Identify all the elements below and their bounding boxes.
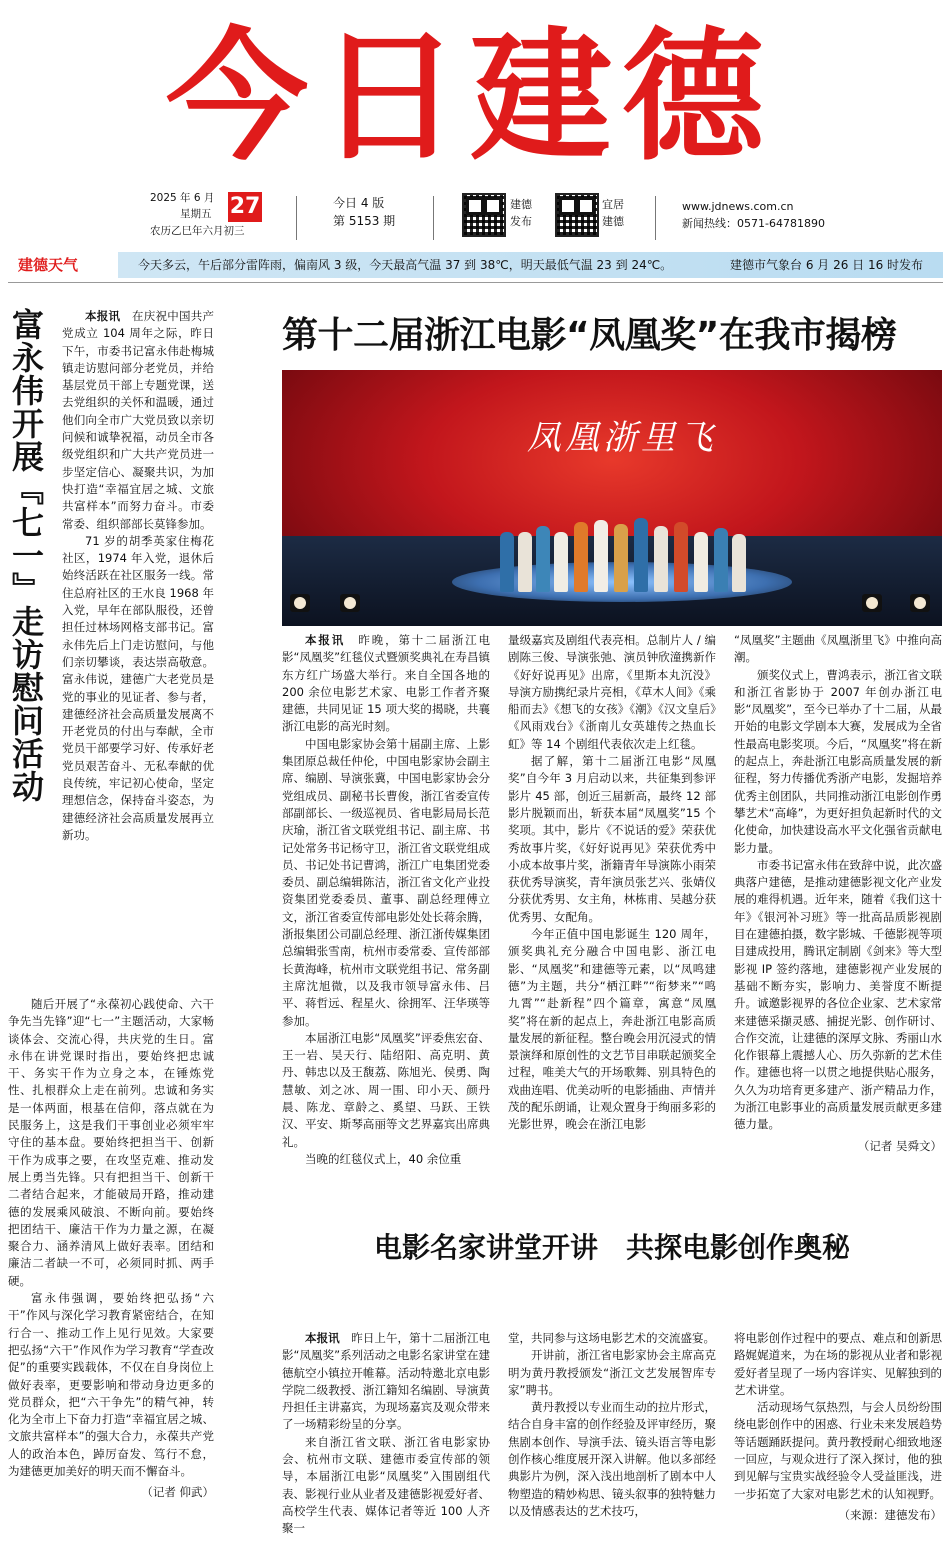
main-article-col3 — [734, 632, 942, 1155]
issue-number: 第 5153 期 — [333, 214, 396, 228]
left-article-headline: 富永伟开展『七一』走访慰问活动 — [7, 308, 45, 803]
paragraph: 随后开展了“永葆初心践使命、六干争先当先锋”迎“七一”主题活动，大家畅谈体会、交流心得，共庆党的生日。富永伟在讲党课时指出，要始终把忠诚干、务实干作为立身之本，在锤炼党性、扎根群众上走在前列。忠诚和务实是一体两面，根基在信仰，落点就在为民服务上，这是我们干事创业必须牢牢守住的基本盘。要始终把担当干、创新干作为成事之要，在攻坚克难、推动发展上勇当先锋。只有把担当干、创新干二者结合起来，才能破局开路，推动建德的发展乘风破浪、不断向前。要始终把团结干、廉洁干作为力量之源，在凝聚合力、涵养清风上做好表率。团结和廉洁二者缺一不可，必须同时抓、两手硬。 — [8, 997, 214, 1288]
weekday: 星期五 — [180, 208, 212, 220]
dancer-figure — [536, 526, 550, 592]
dancer-figure — [500, 532, 514, 592]
dancer-figure — [594, 520, 608, 592]
main-headline: 第十二届浙江电影“凤凰奖”在我市揭榜 — [282, 315, 897, 356]
dancer-figure — [732, 534, 746, 592]
divider — [433, 196, 434, 240]
qr-label-yiju-jiande: 宜居 建德 — [602, 198, 624, 228]
day-badge: 27 — [228, 192, 262, 222]
second-article-col2 — [508, 1330, 716, 1520]
byline: 本报讯 — [85, 309, 121, 323]
qr-code-icon[interactable] — [555, 193, 599, 237]
main-article-col2 — [508, 632, 716, 1134]
paragraph: 今年正值中国电影诞生 120 周年，颁奖典礼充分融合中国电影、浙江电影、“凤凰奖”和建德等元素，以“凤鸣建德”为主题，共分“栖江畔”“衔梦来”“鸣九霄”“赴新程”四个篇章，寓意“凤凰奖”将在新的起点上，奔赴浙江电影高质量发展的新征程。整台晚会用沉浸式的情景演绎和原创性的文艺节目串联起颁奖全过程，唯美大气的开场歌舞、别具特色的戏曲连唱、优美动听的电影插曲、声情并茂的配乐朗诵，让观众置身于绚丽多彩的光影世界，晚会在浙江电影 — [508, 927, 716, 1132]
second-article-col3 — [734, 1330, 942, 1524]
edition-info — [333, 194, 395, 230]
paragraph: 昨晚，第十二届浙江电影“凤凰奖”红毯仪式暨颁奖典礼在寿昌镇东方红广场盛大举行。来自全国各地的 200 余位电影艺术家、电影工作者齐聚建德，共同见证 15 项大奖的揭晓，共襄浙江电影的高光时刻。 — [282, 633, 491, 734]
paragraph: 昨日上午，第十二届浙江电影“凤凰奖”系列活动之电影名家讲堂在建德航空小镇拉开帷幕。活动特邀北京电影学院二级教授、浙江籍知名编剧、导演黄丹担任主讲嘉宾，为现场嘉宾及观众带来了一场精彩纷呈的分享。 — [282, 1331, 491, 1432]
byline: 本报讯 — [305, 1331, 340, 1345]
paragraph: 市委书记富永伟在致辞中说，此次盛典落户建德，是推动建德影视文化产业发展的难得机遇。近年来，随着《我们这十年》《银河补习班》等一批高品质影视剧目在建德拍摄，数字影城、千德影视等项目建成投用，腾讯定制剧《剑来》等大型影视 IP 签约落地，建德影视产业发展的基础不断夯实，影响力、美誉度不断提升。诚邀影视界的各位企业家、艺术家常来建德采撷灵感、捕捉光影、创作研讨、合作交流，让建德的深厚文脉、秀丽山水化作银幕上震撼人心、历久弥新的艺术佳作。建德也将一以贯之地提供贴心服务，久久为功培育更多建产、浙产精品力作，为浙江电影事业的高质量发展贡献更多建德力量。 — [734, 857, 942, 1132]
paragraph: 中国电影家协会第十届副主席、上影集团原总裁任仲伦，中国电影家协会副主席、编剧、导演张冀，中国电影家协会分党组成员、副秘书长曹俊，浙江省委宣传部副部长、一级巡视员、省电影局局长范庆瑜，浙江省文联党组书记、副主席、书记处常务书记杨守卫，浙江省文联党组成员、书记处书记曹鸿，浙江广电集团党委委员、副总编辑陈洁，浙江省文化产业投资集团党委委员、董事、副总经理傅立文，浙江省委宣传部电影处处长蒋余腾，浙报集团公司副总经理、浙江浙传媒集团总编辑张雪南，杭州市委常委、宣传部部长黄海峰，杭州市文联党组书记、常务副主席沈旭微，以及我市领导富永伟、吕平、蒋哲远、程星火、徐拥军、汪华瑛等参加。 — [282, 736, 490, 1028]
stage-light-icon — [862, 594, 882, 612]
weather-title: 建德天气 — [18, 256, 79, 274]
weather-forecast: 今天多云，午后部分雷阵雨，偏南风 3 级，今天最高气温 37 到 38℃，明天最低气温 23 到 24℃。 — [138, 258, 673, 272]
website-link[interactable]: www.jdnews.com.cn — [682, 200, 794, 213]
dancer-figure — [554, 532, 568, 592]
dancer-figure — [574, 522, 588, 592]
main-article-col1 — [282, 632, 490, 1168]
paragraph: 来自浙江省文联、浙江省电影家协会、杭州市文联、建德市委宣传部的领导，本届浙江电影“凤凰奖”入围剧组代表、影视行业从业者及建德影视爱好者、高校学生代表、媒体记者等近 100 人齐聚一 — [282, 1434, 490, 1536]
qr-code-icon[interactable] — [462, 193, 506, 237]
divider — [655, 196, 656, 240]
stage-light-icon — [340, 594, 360, 612]
issue-date: 2025 年 6 月 — [150, 192, 215, 204]
credit: （来源：建德发布） — [838, 1507, 942, 1522]
contact-block — [682, 198, 825, 232]
paragraph: 据了解，第十二届浙江电影“凤凰奖”自今年 3 月启动以来，共征集到参评影片 45 部，创近三届新高，最终 12 部影片脱颖而出，斩获本届“凤凰奖”15 个奖项。其中，影片《不说话的爱》荣获优秀故事片奖，《好好说再见》荣获优秀中小成本故事片奖，浙籍青年导演陈小雨荣获优秀导演奖，青年演员张艺兴、张婧仪分获优秀男、女主角，林栋甫、吴越分获优秀男、女配角。 — [508, 754, 716, 924]
left-article-top — [62, 308, 214, 844]
paragraph: 黄丹教授以专业而生动的拉片形式，结合自身丰富的创作经验及评审经历，聚焦剧本创作、导演手法、镜头语言等电影创作核心维度展开深入讲解。他以多部经典影片为例，深入浅出地剖析了剧本中人物塑造的精妙构思、镜头叙事的独特魅力以及情感表达的艺术技巧， — [508, 1400, 716, 1518]
paragraph: 量级嘉宾及剧组代表亮相。总制片人 / 编剧陈三俊、导演张弛、演员钟欣潼携新作《好好说再见》出席，《里斯本丸沉没》导演方励携纪录片亮相，《草木人间》《乘船而去》《想飞的女孩》《潮》《汉文皇后》《风雨戏台》《浙南儿女英雄传之热血长虹》等 14 个剧组代表依次走上红毯。 — [508, 633, 716, 751]
edition-pages: 今日 4 版 — [333, 196, 385, 210]
divider — [296, 196, 297, 240]
paragraph: 开讲前，浙江省电影家协会主席高克明为黄丹教授颁发“浙江文艺发展智库专家”聘书。 — [508, 1348, 716, 1397]
credit: （记者 仰武） — [141, 1485, 214, 1500]
dancer-figure — [518, 532, 532, 592]
dancer-figure — [694, 532, 708, 592]
qr-label-jiande-fabu: 建德 发布 — [510, 198, 532, 228]
left-article-bottom — [8, 996, 214, 1502]
credit: （记者 吴舜文） — [857, 1138, 942, 1153]
dancer-figure — [634, 518, 648, 592]
dancer-figure — [674, 522, 688, 592]
paragraph: 71 岁的胡季英家住梅花社区，1974 年入党，退休后始终活跃在社区服务一线。常住总府社区的王水良 1968 年入党，早年在部队服役，还曾担任过林场网格支部书记。富永伟先后上门走访慰问，与他们亲切攀谈，表达崇高敬意。富永伟说，建德广大老党员是党的事业的见证者、参与者，建德经济社会高质量发展离不开老党员的付出与奉献，全市党员干部要学习好、传承好老党员艰苦奋斗、无私奉献的优良传统，牢记初心使命，坚定理想信念，保持奋斗姿态，为建德经济社会高质量发展再立新功。 — [62, 533, 214, 842]
paragraph: 在庆祝中国共产党成立 104 周年之际，昨日下午，市委书记富永伟赴梅城镇走访慰问部分老党员，并给基层党员干部上专题党课，送去党组织的关怀和温暖，通过他们向全市广大党员致以亲切问候和诚挚祝福，动员全市各级党组织和广大共产党员进一步坚定信心、凝聚共识，为加快打造“幸福宜居之城、文旅共富样本”而努力奋斗。市委常委、组织部部长莫锋参加。 — [62, 309, 214, 531]
lunar-date: 农历乙巳年六月初三 — [150, 225, 245, 237]
stage-light-icon — [910, 594, 930, 612]
paragraph: 堂，共同参与这场电影艺术的交流盛宴。 — [508, 1331, 715, 1345]
byline: 本报讯 — [305, 633, 346, 647]
photo-banner-text: 凤凰浙里飞 — [527, 418, 717, 458]
paragraph: 颁奖仪式上，曹鸿表示，浙江省文联和浙江省影协于 2007 年创办浙江电影“凤凰奖”，至今已举办了十二届，从最开始的电影文学剧本大赛，发展成为全省性最高电影奖项。今后，“凤凰奖”将在新的起点上，奔赴浙江电影高质量发展的新征程，努力传播优秀浙产电影，发掘培养优秀主创团队，共同推动浙江电影创作勇攀艺术“高峰”，为更好担负起新时代的文化使命，加快建设高水平文化强省贡献电影力量。 — [734, 667, 942, 855]
second-article-col1 — [282, 1330, 490, 1538]
dancer-figure — [654, 526, 668, 592]
divider — [8, 282, 943, 283]
paragraph: 将电影创作过程中的要点、难点和创新思路娓娓道来，为在场的影视从业者和影视爱好者呈现了一场内容详实、见解独到的艺术讲堂。 — [734, 1331, 942, 1397]
paragraph: “凤凰奖”主题曲《凤凰浙里飞》中推向高潮。 — [734, 633, 942, 665]
paragraph: 活动现场气氛热烈，与会人员纷纷围绕电影创作中的困惑、行业未来发展趋势等话题踊跃提问。黄丹教授耐心细致地逐一回应，与观众进行了深入探讨，他的独到见解与宝贵实战经验令人受益匪浅，进一步拓宽了大家对电影艺术的认知视野。 — [734, 1400, 942, 1501]
weather-bar — [8, 252, 943, 278]
weather-source: 建德市气象台 6 月 26 日 16 时发布 — [730, 258, 924, 272]
paragraph: 当晚的红毯仪式上，40 余位重 — [305, 1151, 462, 1166]
paragraph: 本届浙江电影“凤凰奖”评委焦宏奋、王一岩、吴天行、陆绍阳、高克明、黄丹、韩忠以及王馥荔、陈旭光、侯勇、陶慧敏、刘之冰、周一围、印小天、颜丹晨、陈龙、章龄之、奚望、马跃、王铁汉、平安、斯琴高丽等文艺界嘉宾出席典礼。 — [282, 1030, 490, 1149]
dancer-figure — [614, 524, 628, 592]
paragraph: 富永伟强调，要始终把弘扬“六干”作风与深化学习教育紧密结合，在知行合一、推动工作上见行见效。大家要把弘扬“六干”作风作为学习教育“学查改促”的重要实践载体，不仅在自身岗位上做好表率，更要影响和带动身边更多的党员群众，把“六干争先”的精气神，转化为全市上下奋力打造“幸福宜居之城、文旅共富样本”的强大合力，永葆共产党人的政治本色，踔厉奋发、笃行不怠，为建德更加美好的明天而不懈奋斗。 — [8, 1291, 214, 1479]
masthead-title: 今日建德 — [166, 14, 774, 180]
news-hotline: 新闻热线：0571-64781890 — [682, 217, 825, 230]
stage-photo — [282, 370, 942, 626]
second-headline: 电影名家讲堂开讲 共探电影创作奥秘 — [373, 1231, 850, 1264]
dancer-figure — [714, 528, 728, 592]
stage-light-icon — [290, 594, 310, 612]
